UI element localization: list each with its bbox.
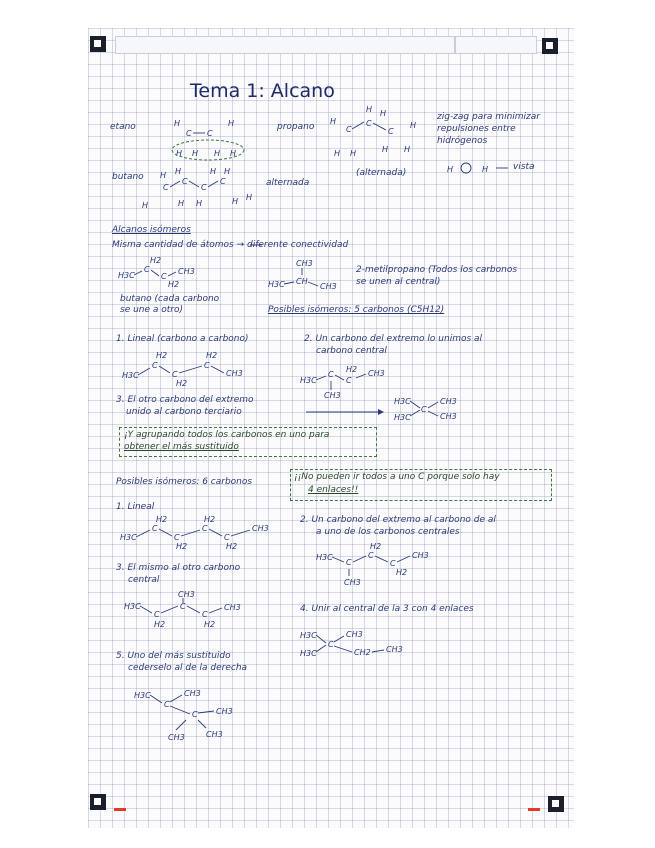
c5c-ch3: CH3 — [440, 397, 457, 406]
newman-atom-h: H — [447, 165, 454, 174]
label-butano: butano — [112, 172, 144, 182]
ethane-structure — [172, 119, 244, 160]
propane-atom-h: H — [334, 149, 341, 158]
c6b-ch3: CH3 — [412, 551, 429, 560]
c5c-h3c: H3C — [394, 413, 411, 422]
propane-atom-h: H — [350, 149, 357, 158]
butane-atom-h: H — [196, 199, 203, 208]
c5a-c: C — [172, 370, 178, 379]
butane-atom-h: H — [232, 197, 239, 206]
isomeros-definition: Misma cantidad de átomos → diferente conectividad — [112, 240, 349, 250]
c6c-c: C — [202, 610, 208, 619]
c5c-ch3: CH3 — [440, 412, 457, 421]
c5b-ch3: CH3 — [324, 391, 341, 400]
newman-atom-h: H — [482, 165, 489, 174]
c6c-h3c: H3C — [124, 602, 141, 611]
metilpropano-note-2: se unen al central) — [356, 277, 441, 287]
c5-item2-line1: 2. Un carbono del extremo lo unimos al — [304, 334, 483, 344]
c5b-c: C — [328, 370, 334, 379]
butane-atom-c: C — [220, 177, 226, 186]
ethane-atom-h: H — [214, 149, 221, 158]
label-alternada: alternada — [266, 178, 310, 188]
c6d-h3c: H3C — [300, 649, 317, 658]
butano-note-1: butano (cada carbono — [120, 294, 220, 304]
c6-item5-line1: 5. Uno del más sustituido — [116, 651, 231, 661]
c5a-h2: H2 — [176, 379, 188, 388]
c6b-h2: H2 — [396, 568, 408, 577]
c6d-ch3: CH3 — [386, 645, 403, 654]
propane-atom-h: H — [404, 145, 411, 154]
butano-note-2: se une a otro) — [120, 305, 184, 315]
c6a-h2: H2 — [176, 542, 188, 551]
c5a-h2: H2 — [206, 351, 218, 360]
c5b-h3c: H3C — [300, 376, 317, 385]
c6a-c: C — [224, 533, 230, 542]
c4b-h3c: H3C — [268, 280, 285, 289]
c5a-h3c: H3C — [122, 371, 139, 380]
c6d-ch3: CH3 — [346, 630, 363, 639]
c6e-ch3: CH3 — [184, 689, 201, 698]
c6b-c: C — [390, 559, 396, 568]
c5c-h3c: H3C — [394, 397, 411, 406]
butane-atom-h: H — [142, 201, 149, 210]
c6a-c: C — [152, 524, 158, 533]
propane-atom-h: H — [410, 121, 417, 130]
page-title: Tema 1: Alcano — [190, 80, 335, 102]
c6a-c: C — [202, 524, 208, 533]
c6a-h2: H2 — [156, 515, 168, 524]
ethane-atom-c: C — [207, 129, 213, 138]
label-etano: etano — [110, 122, 136, 132]
c5-linear — [122, 351, 243, 388]
ethane-atom-h: H — [230, 149, 237, 158]
newman-view — [447, 163, 508, 174]
butane-atom-c: C — [201, 183, 207, 192]
c6b-c: C — [368, 551, 374, 560]
butane-structure — [142, 167, 252, 210]
c5b-ch3: CH3 — [368, 369, 385, 378]
propane-atom-h: H — [382, 145, 389, 154]
metilpropano-note-1: 2-metilpropano (Todos los carbonos — [356, 265, 518, 275]
c5-green-note-1: ¡Y agrupando todos los carbonos en uno para — [124, 430, 330, 440]
c6-item2-line1: 2. Un carbono del extremo al carbono de al — [300, 515, 496, 525]
c5a-ch3: CH3 — [226, 369, 243, 378]
c5a-h2: H2 — [156, 351, 168, 360]
c6b-c: C — [346, 558, 352, 567]
label-vista: vista — [513, 162, 535, 172]
c4b-ch3: CH3 — [320, 282, 337, 291]
c6-item5-line2: cederselo al de la derecha — [128, 663, 248, 673]
butane-atom-h: H — [246, 193, 253, 202]
ethane-atom-h: H — [228, 119, 235, 128]
zigzag-note-1: zig-zag para minimizar — [437, 112, 540, 122]
ethane-atom-c: C — [186, 129, 192, 138]
propane-structure — [330, 105, 416, 158]
butane-atom-c: C — [182, 177, 188, 186]
propane-atom-h: H — [366, 105, 373, 114]
c6-quaternary — [300, 630, 403, 658]
butane-atom-h: H — [175, 167, 182, 176]
c6d-ch2: CH2 — [354, 648, 371, 657]
zigzag-note-3: hidrógenos — [437, 136, 488, 146]
c6e-ch3: CH3 — [168, 733, 185, 742]
c5-item3-line2: unido al carbono terciario — [126, 407, 242, 417]
c6-branch-2 — [316, 542, 429, 587]
butane-atom-c: C — [163, 183, 169, 192]
c6b-h2: H2 — [370, 542, 382, 551]
c6e-c: C — [164, 700, 170, 709]
c4-h3c: H3C — [118, 271, 135, 280]
c5-item3-line1: 3. El otro carbono del extremo — [116, 395, 254, 405]
butane-atom-h: H — [224, 167, 231, 176]
propane-atom-c: C — [346, 125, 352, 134]
c4b-ch: CH — [296, 277, 308, 286]
c6-item4: 4. Unir al central de la 3 con 4 enlaces — [300, 604, 474, 614]
butane-skeletal — [118, 256, 195, 289]
butane-atom-h: H — [178, 199, 185, 208]
c5b-h2: H2 — [346, 365, 358, 374]
c6c-ch3: CH3 — [224, 603, 241, 612]
c5a-c: C — [152, 361, 158, 370]
c4-c: C — [161, 272, 167, 281]
label-alternada-right: (alternada) — [356, 168, 407, 178]
c6a-ch3: CH3 — [252, 524, 269, 533]
c4-ch3: CH3 — [178, 267, 195, 276]
butane-atom-h: H — [210, 167, 217, 176]
c6a-h2: H2 — [204, 515, 216, 524]
c6-green-note-2: 4 enlaces!! — [308, 485, 359, 495]
label-propano: propano — [277, 122, 315, 132]
c6-item1: 1. Lineal — [116, 502, 155, 512]
isomeros-heading: Alcanos isómeros — [112, 225, 191, 235]
c6c-h2: H2 — [154, 620, 166, 629]
c5-branched — [300, 365, 385, 400]
c5a-c: C — [204, 361, 210, 370]
c6c-h2: H2 — [204, 620, 216, 629]
ethane-atom-h: H — [192, 149, 199, 158]
c4-h2: H2 — [168, 280, 180, 289]
c6a-h3c: H3C — [120, 533, 137, 542]
propane-atom-h: H — [330, 117, 337, 126]
c6e-ch3: CH3 — [206, 730, 223, 739]
c6c-ch3: CH3 — [178, 590, 195, 599]
c6c-c: C — [154, 610, 160, 619]
c5-heading: Posibles isómeros: 5 carbonos (C5H12) — [268, 305, 445, 315]
propane-atom-c: C — [366, 119, 372, 128]
c6e-c: C — [192, 710, 198, 719]
c5-item1: 1. Lineal (carbono a carbono) — [116, 334, 249, 344]
c6-item3-line1: 3. El mismo al otro carbono — [116, 563, 241, 573]
c6-linear — [120, 515, 269, 551]
c6e-h3c: H3C — [134, 691, 151, 700]
zigzag-note-2: repulsiones entre — [437, 124, 516, 134]
ethane-atom-h: H — [176, 149, 183, 158]
c5-item2-line2: carbono central — [316, 346, 387, 356]
butane-atom-h: H — [160, 171, 167, 180]
c6-most-substituted — [134, 689, 233, 742]
c6a-c: C — [174, 533, 180, 542]
c4b-ch3-top: CH3 — [296, 259, 313, 268]
c6-item2-line2: a uno de los carbonos centrales — [316, 527, 460, 537]
c6b-ch3: CH3 — [344, 578, 361, 587]
c5c-c: C — [421, 405, 427, 414]
c6e-ch3: CH3 — [216, 707, 233, 716]
c4-h2: H2 — [150, 256, 162, 265]
c6-green-note-1: ¡¡No pueden ir todos a uno C porque solo hay — [294, 472, 500, 482]
c6-branch-3 — [124, 590, 241, 629]
c5b-c: C — [346, 376, 352, 385]
c6-item3-line2: central — [128, 575, 160, 585]
c5-quaternary — [306, 397, 457, 422]
metilpropano-skeletal — [268, 259, 337, 291]
c5-green-note-2: obtener el más sustituido — [124, 442, 239, 452]
ethane-atom-h: H — [174, 119, 181, 128]
c6a-h2: H2 — [226, 542, 238, 551]
c6-heading: Posibles isómeros: 6 carbonos — [116, 477, 253, 487]
c6d-h3c: H3C — [300, 631, 317, 640]
propane-atom-h: H — [380, 109, 387, 118]
c6d-c: C — [328, 640, 334, 649]
c6c-c: C — [180, 602, 186, 611]
c4-c: C — [144, 265, 150, 274]
c6b-h3c: H3C — [316, 553, 333, 562]
propane-atom-c: C — [388, 127, 394, 136]
